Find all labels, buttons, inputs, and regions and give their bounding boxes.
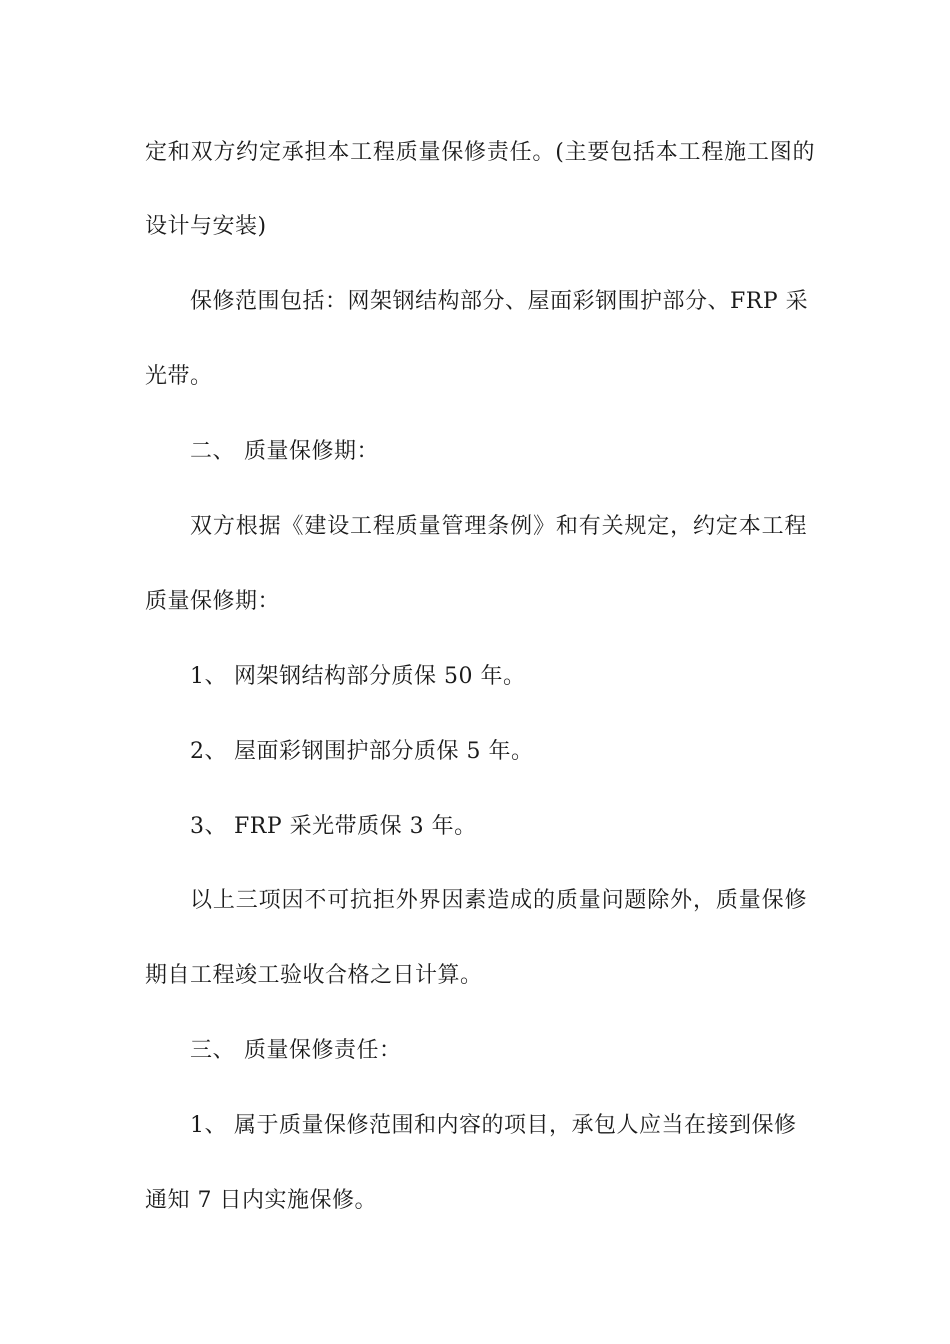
paragraph-line-2: 设计与安装) (145, 214, 267, 239)
item-text: FRP 采光带质保 3 年。 (234, 814, 477, 839)
item-number: 2、 (190, 739, 227, 764)
section-heading-2 (190, 437, 860, 467)
period-intro-line-2: 质量保修期： (145, 589, 281, 614)
section-heading-3 (190, 1036, 860, 1066)
item-text: 属于质量保修范围和内容的项目，承包人应当在接到保修 (234, 1113, 797, 1138)
exception-line-1: 以上三项因不可抗拒外界因素造成的质量问题除外，质量保修 (190, 888, 807, 913)
responsibility-item-1 (190, 1111, 807, 1141)
item-number: 1、 (190, 1113, 227, 1138)
exception-line-2: 期自工程竣工验收合格之日计算。 (145, 963, 483, 988)
section-title: 质量保修责任： (244, 1038, 402, 1063)
section-number: 二、 (190, 439, 236, 464)
item-text: 屋面彩钢围护部分质保 5 年。 (234, 739, 534, 764)
section-number: 三、 (190, 1038, 236, 1063)
period-intro-line-1: 双方根据《建设工程质量管理条例》和有关规定，约定本工程 (190, 514, 807, 539)
section-title: 质量保修期： (244, 439, 380, 464)
period-item-2 (190, 737, 860, 767)
paragraph-line-1: 定和双方约定承担本工程质量保修责任。(主要包括本工程施工图的 (145, 140, 815, 165)
period-item-3 (190, 812, 860, 842)
scope-line-2: 光带。 (145, 364, 213, 389)
item-number: 1、 (190, 664, 227, 689)
responsibility-line-2: 通知 7 日内实施保修。 (145, 1188, 377, 1213)
scope-line-1: 保修范围包括：网架钢结构部分、屋面彩钢围护部分、FRP 采 (190, 289, 809, 314)
period-item-1 (190, 662, 860, 692)
item-number: 3、 (190, 814, 227, 839)
item-text: 网架钢结构部分质保 50 年。 (234, 664, 526, 689)
